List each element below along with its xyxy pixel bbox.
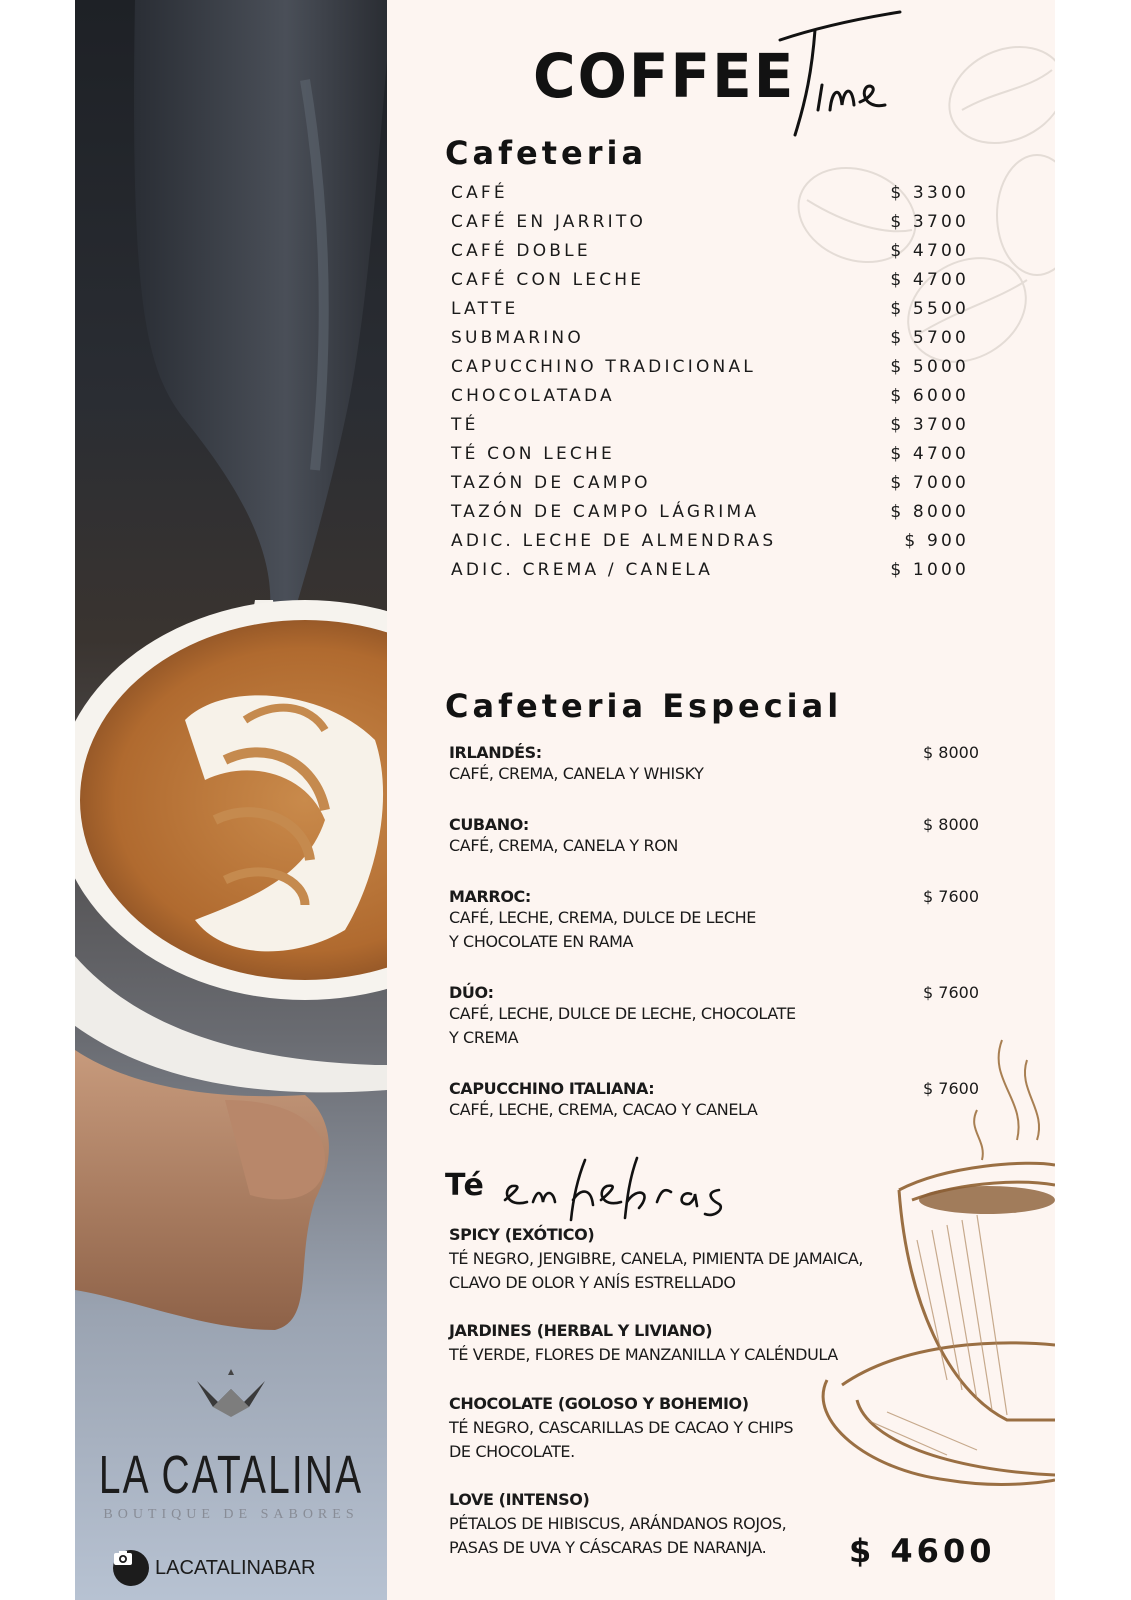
item-name: ADIC. CREMA / CANELA [451,559,714,580]
menu-item [451,207,969,236]
item-price: $ 8000 [923,743,979,762]
menu-item [451,526,969,555]
menu-item [451,381,969,410]
item-desc: CAFÉ, LECHE, CREMA, DULCE DE LECHE [449,908,756,927]
item-price: $ 5000 [890,356,969,377]
brand-name: LA CATALINA [98,1445,364,1505]
camera-icon [113,1550,149,1586]
crown-icon [191,1367,271,1419]
item-price: $ 8000 [890,501,969,522]
especial-item [449,983,979,1050]
te-heading: Té [445,1168,486,1203]
especial-item [449,887,979,954]
item-desc: Y CHOCOLATE EN RAMA [449,932,634,951]
tea-item [449,1488,899,1560]
especial-item [449,743,979,786]
item-name: TÉ [451,414,479,435]
menu-item [451,236,969,265]
item-name: CAFÉ DOBLE [451,240,591,261]
item-name: LOVE (INTENSO) [449,1490,590,1509]
item-name: CAFÉ [451,182,508,203]
especial-item [449,1079,979,1122]
tea-price: $ 4600 [849,1532,996,1570]
item-desc: DE CHOCOLATE. [449,1442,575,1461]
item-name: IRLANDÉS: [449,743,542,762]
item-name: TAZÓN DE CAMPO LÁGRIMA [451,501,760,522]
item-desc: PÉTALOS DE HIBISCUS, ARÁNDANOS ROJOS, [449,1514,787,1533]
item-desc: CAFÉ, LECHE, CREMA, CACAO Y CANELA [449,1100,758,1119]
item-desc: Y CREMA [449,1028,519,1047]
item-name: SUBMARINO [451,327,584,348]
title-script-time [770,10,910,140]
menu-item [451,294,969,323]
tea-item [449,1392,899,1464]
item-name: TAZÓN DE CAMPO [451,472,651,493]
item-name: TÉ CON LECHE [451,443,615,464]
item-name: CHOCOLATE (GOLOSO Y BOHEMIO) [449,1394,749,1413]
menu-item [451,497,969,526]
item-price: $ 4700 [890,269,969,290]
instagram-label: LACATALINABAR [155,1556,316,1579]
menu-item [451,555,969,584]
item-price: $ 3700 [890,211,969,232]
item-name: CAPUCCHINO TRADICIONAL [451,356,756,377]
latte-art-illustration [75,0,387,1600]
item-price: $ 3700 [890,414,969,435]
item-price: $ 3300 [890,182,969,203]
item-price: $ 7600 [923,887,979,906]
brand-tagline: BOUTIQUE DE SABORES [103,1507,359,1522]
menu-title: COFFEE [533,40,796,112]
tea-item [449,1223,899,1295]
item-price: $ 5500 [890,298,969,319]
item-price: $ 5700 [890,327,969,348]
cafeteria-list [451,178,969,584]
menu-item [451,439,969,468]
latte-art-photo [75,0,387,1600]
especial-heading: Cafeteria Especial [445,687,843,725]
cafeteria-heading: Cafeteria [445,134,648,172]
item-price: $ 900 [904,530,969,551]
item-name: LATTE [451,298,519,319]
tea-item [449,1319,899,1367]
item-desc: CLAVO DE OLOR Y ANÍS ESTRELLADO [449,1273,736,1292]
item-desc: CAFÉ, CREMA, CANELA Y RON [449,836,678,855]
item-name: CAFÉ EN JARRITO [451,211,647,232]
menu-item [451,410,969,439]
item-name: SPICY (EXÓTICO) [449,1225,595,1244]
item-name: CAPUCCHINO ITALIANA: [449,1079,655,1098]
item-price: $ 7000 [890,472,969,493]
item-name: JARDINES (HERBAL Y LIVIANO) [449,1321,713,1340]
instagram-handle[interactable] [113,1550,315,1586]
item-price: $ 1000 [890,559,969,580]
menu-item [451,468,969,497]
menu-item [451,323,969,352]
item-price: $ 8000 [923,815,979,834]
item-name: DÚO: [449,983,494,1002]
menu-poster [75,0,1055,1600]
menu-item [451,265,969,294]
item-price: $ 4700 [890,240,969,261]
item-name: CAFÉ CON LECHE [451,269,645,290]
item-name: CUBANO: [449,815,529,834]
menu-panel [387,0,1055,1600]
te-script-en-hebras [497,1150,767,1230]
item-price: $ 7600 [923,1079,979,1098]
item-price: $ 7600 [923,983,979,1002]
item-name: MARROC: [449,887,531,906]
item-desc: TÉ NEGRO, CASCARILLAS DE CACAO Y CHIPS [449,1418,794,1437]
item-name: ADIC. LECHE DE ALMENDRAS [451,530,777,551]
item-price: $ 4700 [890,443,969,464]
item-price: $ 6000 [890,385,969,406]
item-desc: PASAS DE UVA Y CÁSCARAS DE NARANJA. [449,1538,767,1557]
item-desc: TÉ NEGRO, JENGIBRE, CANELA, PIMIENTA DE JAMAICA, [449,1249,864,1268]
menu-item [451,352,969,381]
item-desc: TÉ VERDE, FLORES DE MANZANILLA Y CALÉNDULA [449,1345,838,1364]
especial-item [449,815,979,858]
item-desc: CAFÉ, CREMA, CANELA Y WHISKY [449,764,704,783]
menu-item [451,178,969,207]
item-name: CHOCOLATADA [451,385,615,406]
item-desc: CAFÉ, LECHE, DULCE DE LECHE, CHOCOLATE [449,1004,796,1023]
